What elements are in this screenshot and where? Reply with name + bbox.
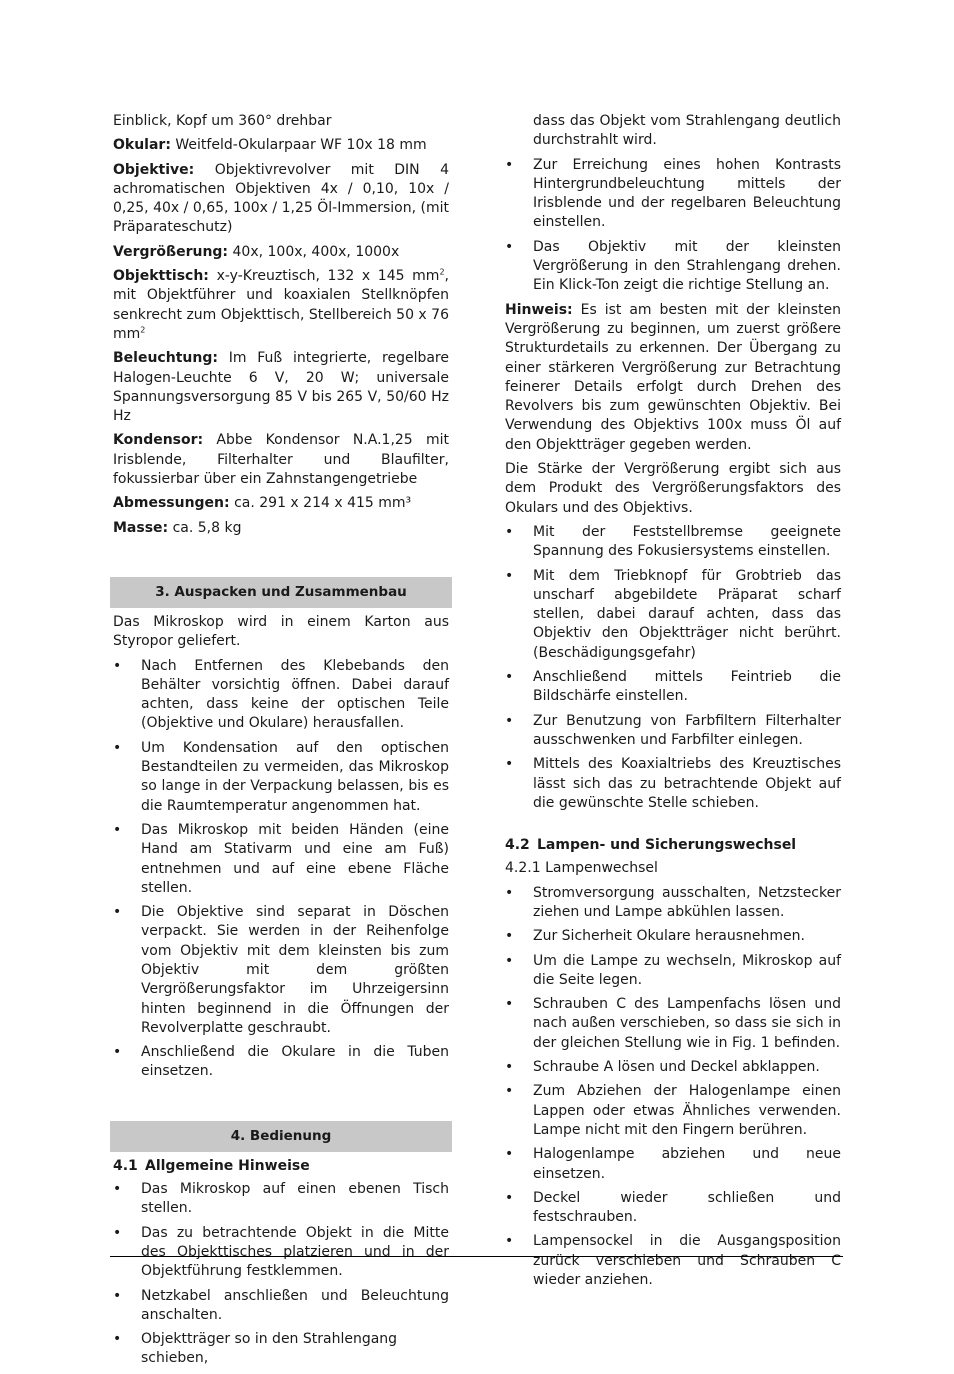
spec-text: Objektivrevolver mit DIN 4 achromatischen Objektiven 4x / 0,10, 10x / 0,25, 40x / 0,65, 100x / 1,25 Öl-Immersion, (mit Präparateschutz) <box>113 161 449 236</box>
bullet-icon: • <box>113 739 122 756</box>
hint-text: Es ist am besten mit der kleinsten Vergrößerung zu beginnen, um zuerst größere Strukturdetails zu erkennen. Der Übergang zu einer stärkeren Vergrößerung zur Betrachtung feinerer Details erfolgt durch Drehen des Revolvers bis zum gewünschten Objektiv. Bei Verwendung des Objektivs 100x muss Öl auf den Objektträger gegeben werden. <box>505 301 841 453</box>
list-item: • Schrauben C des Lampenfachs lösen und nach außen verschieben, so dass sie sich in der gleichen Stellung wie in Fig. 1 befinden. <box>505 996 841 1051</box>
subsection-4-2-heading <box>505 836 841 855</box>
bullet-icon: • <box>505 884 514 901</box>
spec-label: Kondensor: <box>113 432 204 449</box>
spec-intro: Einblick, Kopf um 360° drehbar <box>113 113 332 129</box>
adjustment-list <box>505 523 841 813</box>
bullet-icon: • <box>505 156 514 173</box>
spec-text: 40x, 100x, 400x, 1000x <box>232 243 400 260</box>
spec-label: Objekttisch: <box>113 268 209 285</box>
subsection-4-1-heading <box>113 1157 449 1176</box>
spec-label: Abmessungen: <box>113 495 230 512</box>
spec-beleuchtung <box>113 349 449 426</box>
continuation-text: dass das Objekt vom Strahlengang deutlich durchstrahlt wird. <box>533 113 841 149</box>
spec-objektive <box>113 161 449 238</box>
bullet-icon: • <box>505 669 514 686</box>
section-3-heading: 3. Auspacken und Zusammenbau <box>110 577 452 608</box>
list-item: • Nach Entfernen des Klebebands den Behälter vorsichtig öffnen. Dabei darauf achten, dass keine der optischen Teile (Objektive und Okulare) herausfallen. <box>113 657 449 732</box>
bullet-icon: • <box>113 1181 122 1198</box>
list-item: • Zur Benutzung von Farbfiltern Filterhalter ausschwenken und Farbfilter einlegen. <box>505 712 841 748</box>
list-item: • Zum Abziehen der Halogenlampe einen Lappen oder etwas Ähnliches verwenden. Lampe nicht mit den Fingern berühren. <box>505 1083 841 1138</box>
spec-abmessungen <box>113 494 449 513</box>
section-4-heading: 4. Bedienung <box>110 1121 452 1152</box>
list-item: • Mittels des Koaxialtriebs des Kreuztisches lässt sich das zu betrachtende Objekt auf die gewünschte Stelle schieben. <box>505 756 841 811</box>
subsection-number: 4.2 <box>505 837 530 854</box>
list-item: • Um Kondensation auf den optischen Bestandteilen zu vermeiden, das Mikroskop so lange in der Verpackung belassen, bis es die Raumtemperatur angenommen hat. <box>113 739 449 814</box>
bullet-icon: • <box>113 904 122 921</box>
list-item: • Das Mikroskop mit beiden Händen (eine Hand am Stativarm und eine am Fuß) entnehmen und auf eine ebene Fläche stellen. <box>113 821 449 896</box>
list-item: • Zur Sicherheit Okulare herausnehmen. <box>505 927 841 946</box>
list-item: • Lampensockel in die Ausgangsposition zurück verschieben und Schrauben C wieder anziehen. <box>505 1233 841 1289</box>
bullet-icon: • <box>113 657 122 674</box>
bullet-icon: • <box>113 1287 122 1304</box>
focus-list <box>505 156 841 296</box>
footer-rule <box>110 1256 843 1257</box>
list-item: • Das Mikroskop auf einen ebenen Tisch stellen. <box>113 1181 449 1217</box>
bullet-icon: • <box>505 928 514 945</box>
bullet-icon: • <box>505 523 514 540</box>
bullet-icon: • <box>505 1233 514 1250</box>
spec-text: x-y-Kreuztisch, 132 x 145 mm <box>216 268 440 285</box>
list-item: • Netzkabel anschließen und Beleuchtung anschalten. <box>113 1287 449 1323</box>
section-3-intro: Das Mikroskop wird in einem Karton aus Styropor geliefert. <box>113 613 449 650</box>
section-4-1-list <box>113 1180 449 1369</box>
bullet-icon: • <box>505 238 514 255</box>
right-column <box>505 112 841 1295</box>
spec-label: Okular: <box>113 137 171 154</box>
list-item: • Das zu betrachtende Objekt in die Mitte des Objekttisches platzieren und in der Objektführung festklemmen. <box>113 1224 449 1280</box>
spec-text: ca. 5,8 kg <box>172 519 242 536</box>
spec-text: Weitfeld-Okularpaar WF 10x 18 mm <box>175 137 427 154</box>
spec-label: Masse: <box>113 519 169 536</box>
list-item: • Stromversorgung ausschalten, Netzstecker ziehen und Lampe abkühlen lassen. <box>505 884 841 920</box>
list-item: • Anschließend mittels Feintrieb die Bildschärfe einstellen. <box>505 669 841 705</box>
bullet-icon: • <box>505 1189 514 1206</box>
bullet-icon: • <box>505 1146 514 1163</box>
spec-objekttisch <box>113 267 449 344</box>
spec-text: , mit Objektführer und koaxialen Stellknöpfen senkrecht zum Objekttisch, Stellbereich 50 x 76 mm <box>113 268 449 342</box>
bullet-icon: • <box>113 1331 122 1348</box>
spec-vergroesserung <box>113 243 449 262</box>
spec-label: Vergrößerung: <box>113 243 229 260</box>
bullet-icon: • <box>505 1083 514 1100</box>
subsection-number: 4.1 <box>113 1157 138 1174</box>
lamp-change-list <box>505 884 841 1291</box>
list-item: • Mit der Feststellbremse geeignete Spannung des Fokusiersystems einstellen. <box>505 523 841 560</box>
bullet-icon: • <box>505 756 514 773</box>
list-item: • Um die Lampe zu wechseln, Mikroskop auf die Seite legen. <box>505 952 841 988</box>
bullet-icon: • <box>113 1224 122 1241</box>
magnification-paragraph: Die Stärke der Vergrößerung ergibt sich aus dem Produkt des Vergrößerungsfaktors des Okulars und des Objektivs. <box>505 461 841 516</box>
bullet-icon: • <box>505 952 514 969</box>
subsection-title: Lampen- und Sicherungswechsel <box>537 837 797 854</box>
spec-label: Beleuchtung: <box>113 350 218 367</box>
bullet-icon: • <box>505 996 514 1013</box>
spec-masse <box>113 519 449 538</box>
subsection-4-2-1-heading: 4.2.1 Lampenwechsel <box>505 860 658 877</box>
list-item: • Zur Erreichung eines hohen Kontrasts Hintergrundbeleuchtung mittels der Irisblende und der regelbaren Beleuchtung einstellen. <box>505 156 841 231</box>
bullet-icon: • <box>505 712 514 729</box>
spec-kondensor <box>113 431 449 489</box>
spec-label: Objektive: <box>113 161 195 178</box>
list-item: • Schraube A lösen und Deckel abklappen. <box>505 1058 841 1077</box>
list-item: • Die Objektive sind separat in Döschen verpackt. Sie werden in der Reihenfolge vom Objektiv mit dem kleinsten bis zum Objektiv mit dem größten Vergrößerungsfaktor im Uhrzeigersinn hinten beginnend in die Öffnungen der Revolverplatte geschraubt. <box>113 904 449 1036</box>
superscript: 2 <box>439 267 445 277</box>
left-column <box>113 112 449 1374</box>
bullet-icon: • <box>505 1059 514 1076</box>
bullet-icon: • <box>505 567 514 584</box>
section-3-list <box>113 657 449 1082</box>
bullet-icon: • <box>113 821 122 838</box>
list-item: • Das Objektiv mit der kleinsten Vergrößerung in den Strahlengang drehen. Ein Klick-Ton zeigt die richtige Stellung an. <box>505 238 841 294</box>
superscript: 2 <box>140 325 146 335</box>
spec-text: Im Fuß integrierte, regelbare Halogen-Leuchte 6 V, 20 W; universale Spannungsversorgung 85 V bis 265 V, 50/60 Hz Hz <box>113 350 449 425</box>
subsection-title: Allgemeine Hinweise <box>145 1157 310 1174</box>
list-item: • Deckel wieder schließen und festschrauben. <box>505 1189 841 1226</box>
bullet-icon: • <box>113 1044 122 1061</box>
list-item: • Anschließend die Okulare in die Tuben einsetzen. <box>113 1044 449 1080</box>
spec-text: ca. 291 x 214 x 415 mm³ <box>234 495 412 512</box>
spec-okular <box>113 136 449 155</box>
hint-paragraph <box>505 301 841 455</box>
spec-text: Abbe Kondensor N.A.1,25 mit Irisblende, Filterhalter und Blaufilter, fokussierbar über ein Zahnstangengetriebe <box>113 432 449 488</box>
list-item: • Mit dem Triebknopf für Grobtrieb das unscharf abgebildete Präparat scharf stellen, dabei darauf achten, dass das Objektiv den Objektträger nicht berührt. (Beschädigungsgefahr) <box>505 567 841 661</box>
list-item: • Halogenlampe abziehen und neue einsetzen. <box>505 1146 841 1182</box>
hint-label: Hinweis: <box>505 301 573 318</box>
list-item: • Objektträger so in den Strahlengang schieben, <box>113 1331 398 1367</box>
